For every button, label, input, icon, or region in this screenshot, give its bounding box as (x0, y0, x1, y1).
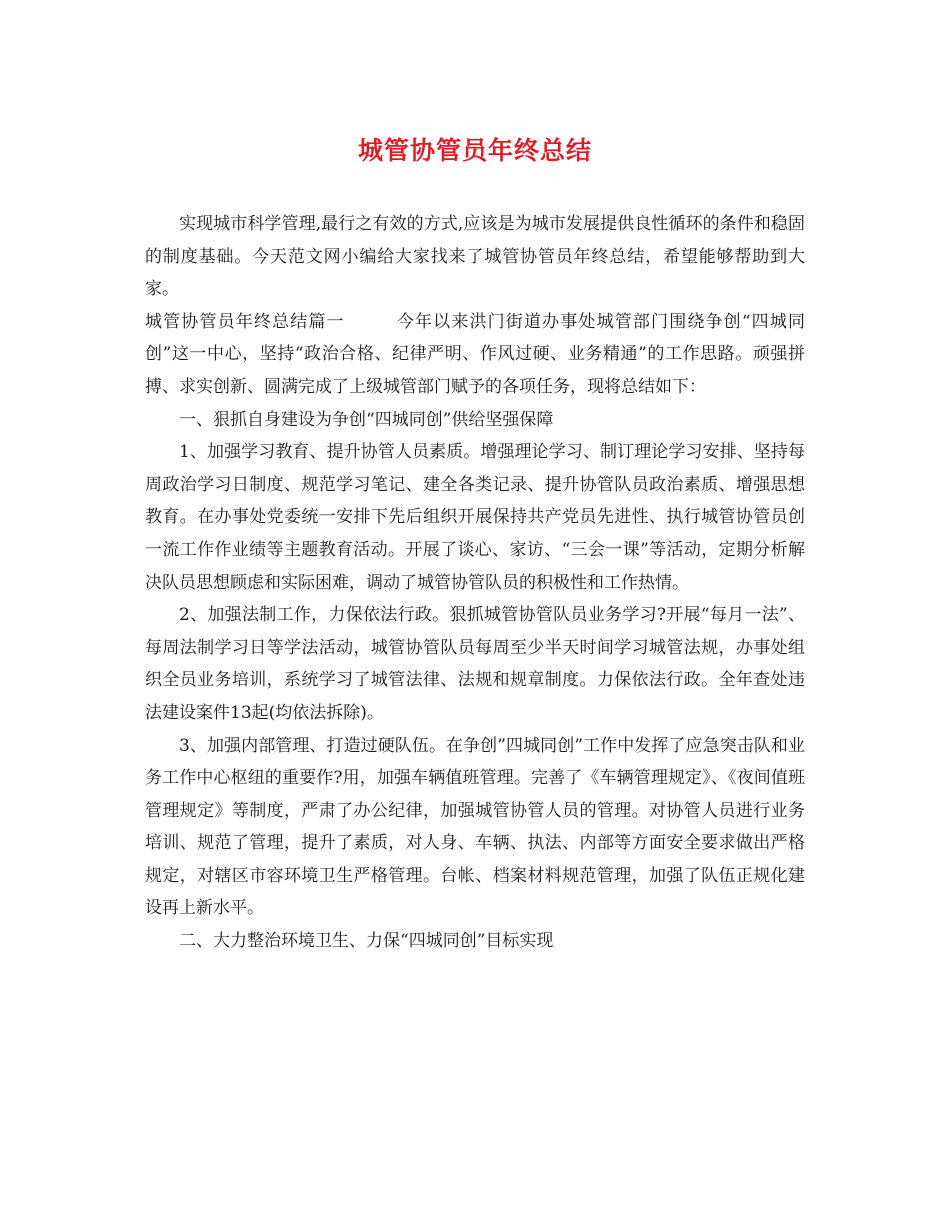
intro-paragraph: 实现城市科学管理,最行之有效的方式,应该是为城市发展提供良性循环的条件和稳固的制度基础。今天范文网小编给大家找来了城管协管员年终总结，希望能够帮助到大家。 (145, 214, 805, 300)
item-three-paragraph: 3、加强内部管理、打造过硬队伍。在争创”四城同创”工作中发挥了应急突击队和业务工作中心枢纽的重要作?用，加强车辆值班管理。完善了《车辆管理规定》、《夜间值班管理规定》等制度，严肃了办公纪律，加强城管协管人员的管理。对协管人员进行业务培训、规范了管理，提升了素质，对人身、车辆、执法、内部等方面安全要求做出严格规定，对辖区市容环境卫生严格管理。台帐、档案材料规范管理，加强了队伍正规化建设再上新水平。 (145, 735, 805, 919)
document-body (145, 208, 805, 958)
document-title: 城管协管员年终总结 (357, 136, 592, 165)
item-one-paragraph: 1、加强学习教育、提升协管人员素质。增强理论学习、制订理论学习安排、坚持每周政治学习日制度、规范学习笔记、建全各类记录、提升协管队员政治素质、增强思想教育。在办事处党委统一安排下先后组织开展保持共产党员先进性、执行城管协管员创一流工作作业绩等主题教育活动。开展了谈心、家访、“三会一课”等活动，定期分析解决队员思想顾虑和实际困难，调动了城管协管队员的积极性和工作热情。 (145, 442, 805, 593)
heading-two: 二、大力整治环境卫生、力保“四城同创”目标实现 (179, 931, 554, 952)
heading-one: 一、狠抓自身建设为争创“四城同创”供给坚强保障 (179, 409, 554, 430)
section-paragraph (145, 306, 805, 404)
section-opening-text: 今年以来洪门街道办事处城管部门围绕争创“四城同创”这一中心，坚持“政治合格、纪律严明、作风过硬、业务精通”的工作思路。顽强拼搏、求实创新、圆满完成了上级城管部门赋予的各项任务，现将总结如下： (145, 311, 805, 397)
item-two-paragraph: 2、加强法制工作，力保依法行政。狠抓城管协管队员业务学习?开展“每月一法”、每周法制学习日等学法活动，城管协管队员每周至少半天时间学习城管法规，办事处组织全员业务培训，系统学习了城管法律、法规和规章制度。力保依法行政。全年查处违法建设案件13起(均依法拆除)。 (145, 605, 805, 723)
section-heading: 城管协管员年终总结篇一 (145, 311, 345, 332)
